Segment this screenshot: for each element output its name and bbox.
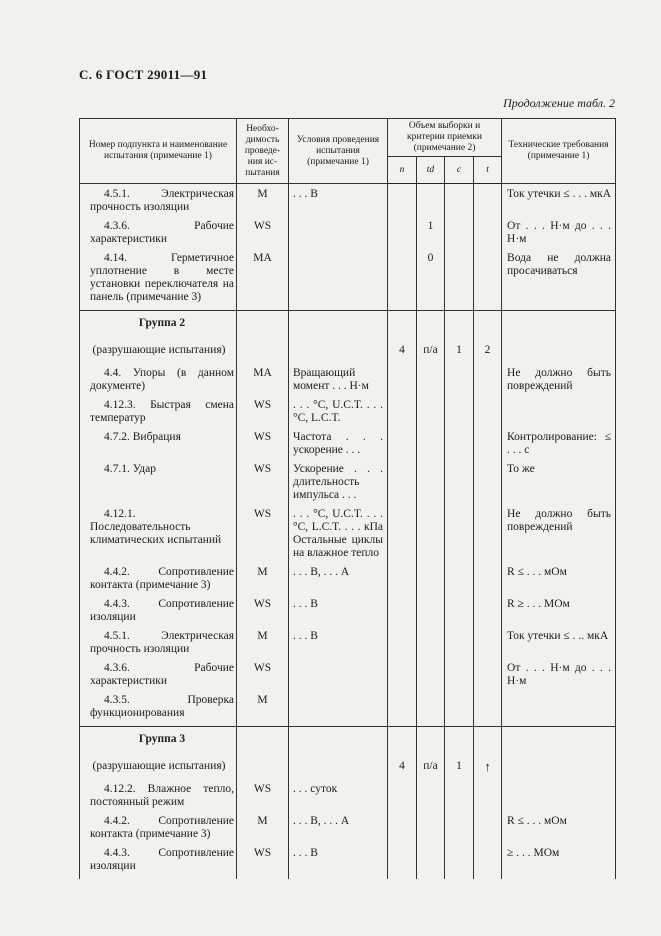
- test-requirements: Ток утечки ≤ . .. мкА: [502, 630, 616, 662]
- test-necessity: WS: [237, 399, 289, 431]
- test-conditions: . . . В: [289, 847, 388, 879]
- header-td: td: [417, 157, 445, 184]
- sample-c: [445, 220, 474, 252]
- group-2-td: п/а: [417, 336, 445, 367]
- table-row: [80, 598, 616, 630]
- test-necessity: WS: [237, 508, 289, 566]
- test-conditions: . . . °С, U.C.T. . . . °С, L.C.T. . . . кПа Остальные циклы на влажное тепло: [289, 508, 388, 566]
- test-conditions: . . . В, . . . А: [289, 566, 388, 598]
- test-necessity: M: [237, 694, 289, 727]
- test-name: 4.3.5. Проверка функционирования: [80, 694, 237, 727]
- test-necessity: M: [237, 184, 289, 221]
- table-row: [80, 252, 616, 311]
- group-3-title-row: [80, 727, 616, 753]
- test-name: 4.12.3. Быстрая смена температур: [80, 399, 237, 431]
- test-name: 4.5.1. Электрическая прочность изоляции: [80, 184, 237, 221]
- test-name: 4.12.2. Влажное тепло, постоянный режим: [80, 783, 237, 815]
- test-necessity: WS: [237, 598, 289, 630]
- sample-c: [445, 184, 474, 221]
- table-row: [80, 783, 616, 815]
- sample-td: 1: [417, 220, 445, 252]
- group-3-td: п/а: [417, 752, 445, 783]
- test-requirements: R ≥ . . . МОм: [502, 598, 616, 630]
- test-requirements: Не должно быть повреждений: [502, 367, 616, 399]
- test-requirements: То же: [502, 463, 616, 508]
- table-row: [80, 566, 616, 598]
- test-name: 4.7.2. Вибрация: [80, 431, 237, 463]
- sample-n: [388, 184, 417, 221]
- group-2-title-row: [80, 311, 616, 337]
- test-necessity: WS: [237, 783, 289, 815]
- test-necessity: M: [237, 566, 289, 598]
- table-row: [80, 184, 616, 221]
- test-conditions: [289, 662, 388, 694]
- table-row: [80, 220, 616, 252]
- test-conditions: . . . В, . . . А: [289, 815, 388, 847]
- test-name: 4.3.6. Рабочие характеристики: [80, 220, 237, 252]
- table-row: [80, 463, 616, 508]
- header-sample: Объем выборки и критерии приемки (примечание 2): [388, 119, 502, 157]
- test-name: 4.7.1. Удар: [80, 463, 237, 508]
- sample-t: [474, 220, 502, 252]
- test-name: 4.4.3. Сопротивление изоляции: [80, 847, 237, 879]
- test-requirements: Контролирование: ≤ . . . с: [502, 431, 616, 463]
- header-requirements: Технические требования (примечание 1): [502, 119, 616, 184]
- header-necessity: Необхо-димость проведе-ния ис-пытания: [237, 119, 289, 184]
- sample-n: [388, 252, 417, 311]
- test-requirements: Не должно быть повреждений: [502, 508, 616, 566]
- test-requirements: [502, 399, 616, 431]
- test-conditions: . . . В: [289, 598, 388, 630]
- test-necessity: WS: [237, 847, 289, 879]
- table-row: [80, 694, 616, 727]
- group-3-subtitle: (разрушающие испытания): [80, 752, 237, 783]
- test-necessity: WS: [237, 431, 289, 463]
- test-conditions: Частота . . . ускорение . . .: [289, 431, 388, 463]
- test-conditions: [289, 252, 388, 311]
- test-name: 4.4.3. Сопротивление изоляции: [80, 598, 237, 630]
- test-name: 4.4. Упоры (в данном документе): [80, 367, 237, 399]
- table-row: [80, 367, 616, 399]
- test-requirements: От . . . Н·м до . . . Н·м: [502, 220, 616, 252]
- test-requirements: R ≤ . . . мОм: [502, 566, 616, 598]
- test-requirements: Вода не должна просачиваться: [502, 252, 616, 311]
- group-2-subtitle: (разрушающие испытания): [80, 336, 237, 367]
- test-necessity: MA: [237, 367, 289, 399]
- sample-n: [388, 220, 417, 252]
- group-3-subtitle-row: [80, 752, 616, 783]
- table-row: [80, 630, 616, 662]
- test-conditions: . . . В: [289, 630, 388, 662]
- group-2-title: Группа 2: [80, 311, 237, 337]
- test-requirements: ≥ . . . МОм: [502, 847, 616, 879]
- test-necessity: WS: [237, 220, 289, 252]
- group-3-n: 4: [388, 752, 417, 783]
- test-conditions: . . . суток: [289, 783, 388, 815]
- test-requirements: Ток утечки ≤ . . . мкА: [502, 184, 616, 221]
- table-row: [80, 399, 616, 431]
- test-necessity: M: [237, 815, 289, 847]
- table-row: [80, 847, 616, 879]
- test-necessity: M: [237, 630, 289, 662]
- test-conditions: . . . °С, U.C.T. . . . °С, L.C.T.: [289, 399, 388, 431]
- test-requirements: R ≤ . . . мОм: [502, 815, 616, 847]
- test-conditions: [289, 694, 388, 727]
- group-2-t: 2: [474, 336, 502, 367]
- header-conditions: Условия проведения испытания (примечание 1): [289, 119, 388, 184]
- table-row: [80, 815, 616, 847]
- test-conditions: . . . В: [289, 184, 388, 221]
- sample-td: 0: [417, 252, 445, 311]
- group-3-c: 1: [445, 752, 474, 783]
- test-requirements: [502, 694, 616, 727]
- test-name: 4.4.2. Сопротивление контакта (примечание 3): [80, 566, 237, 598]
- test-name: 4.3.6. Рабочие характеристики: [80, 662, 237, 694]
- sample-t: [474, 252, 502, 311]
- header-t: t: [474, 157, 502, 184]
- group-2-c: 1: [445, 336, 474, 367]
- sample-c: [445, 252, 474, 311]
- test-requirements: [502, 783, 616, 815]
- test-necessity: WS: [237, 463, 289, 508]
- group-3-t: ↑: [474, 752, 502, 783]
- header-n: n: [388, 157, 417, 184]
- test-name: 4.4.2. Сопротивление контакта (примечание 3): [80, 815, 237, 847]
- header-name: Номер подпункта и наименование испытания (примечание 1): [80, 119, 237, 184]
- page-header: С. 6 ГОСТ 29011—91: [79, 67, 208, 82]
- table-continuation-note: Продолжение табл. 2: [503, 96, 615, 110]
- sample-td: [417, 184, 445, 221]
- test-necessity: MA: [237, 252, 289, 311]
- sample-t: [474, 184, 502, 221]
- header-c: c: [445, 157, 474, 184]
- test-table: [79, 118, 616, 879]
- table-row: [80, 662, 616, 694]
- test-name: 4.5.1. Электрическая прочность изоляции: [80, 630, 237, 662]
- group-2-n: 4: [388, 336, 417, 367]
- table-row: [80, 508, 616, 566]
- group-2-subtitle-row: [80, 336, 616, 367]
- table-row: [80, 431, 616, 463]
- test-necessity: WS: [237, 662, 289, 694]
- test-name: 4.12.1. Последовательность климатических испытаний: [80, 508, 237, 566]
- test-conditions: [289, 220, 388, 252]
- test-name: 4.14. Герметичное уплотнение в месте установки переключателя на панель (примечание 3): [80, 252, 237, 311]
- test-requirements: От . . . Н·м до . . . Н·м: [502, 662, 616, 694]
- test-conditions: Вращающий момент . . . Н·м: [289, 367, 388, 399]
- test-conditions: Ускорение . . . длительность импульса . . .: [289, 463, 388, 508]
- group-3-title: Группа 3: [80, 727, 237, 753]
